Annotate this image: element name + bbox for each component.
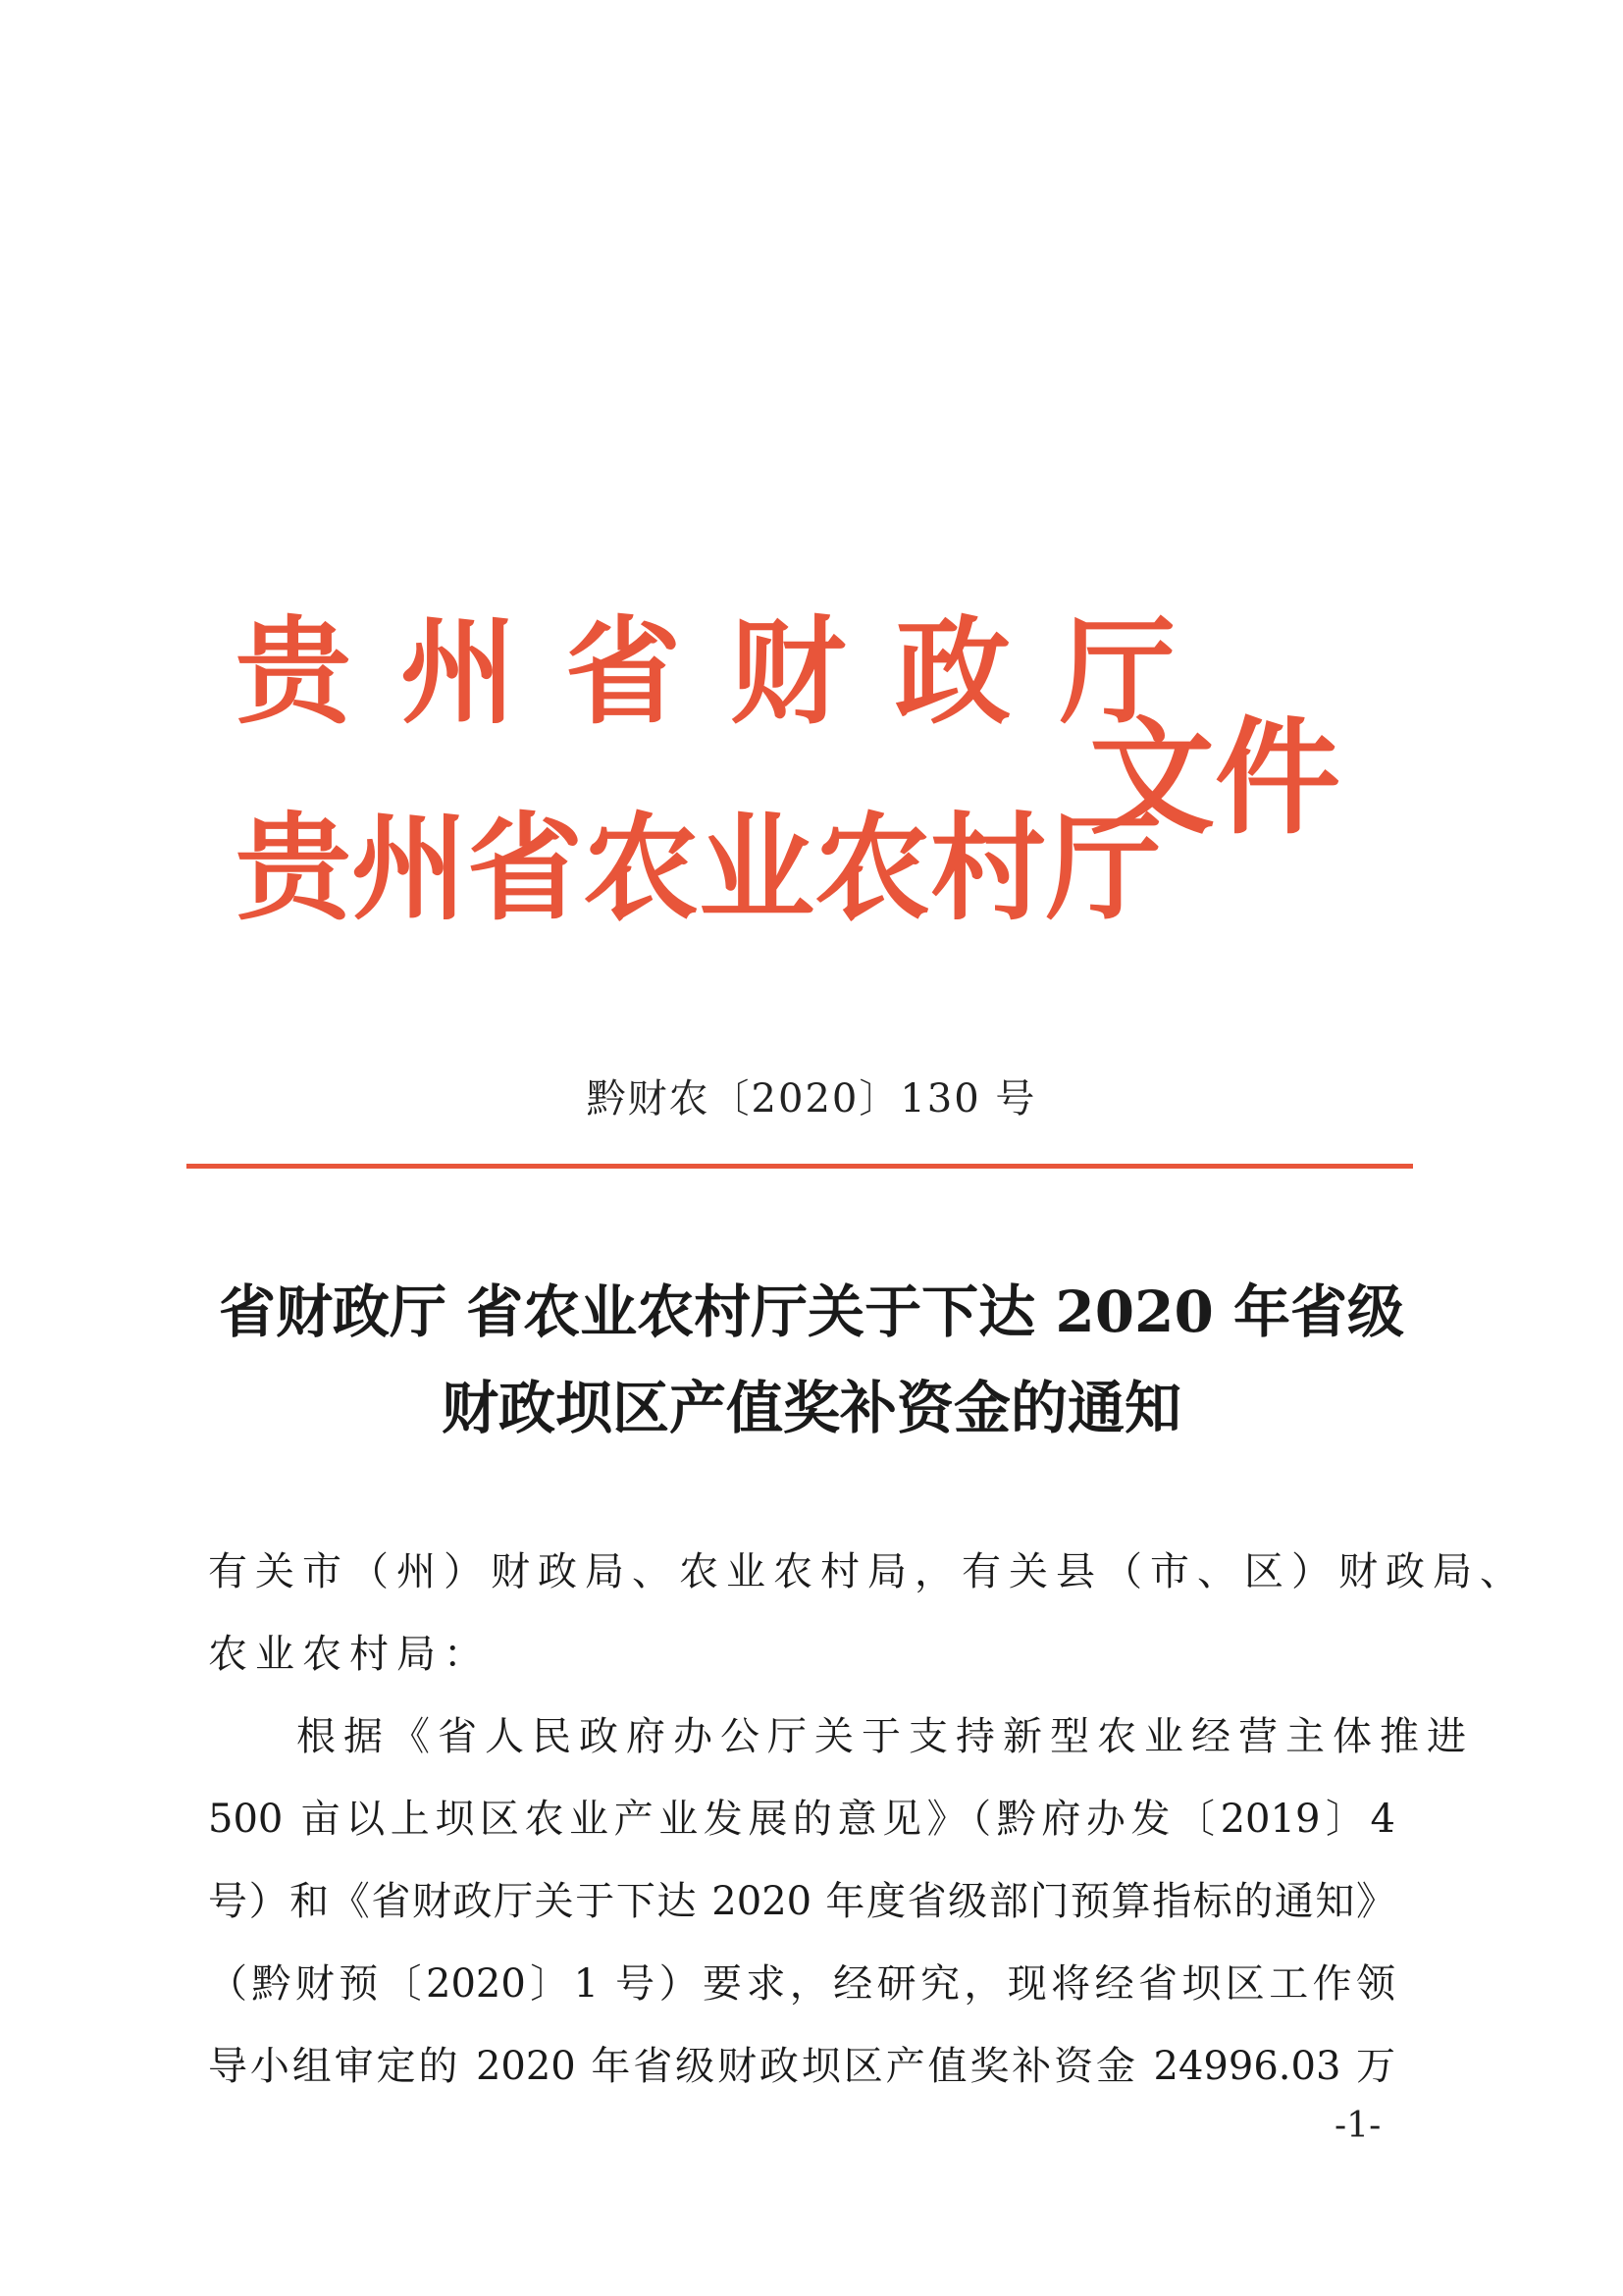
- addressee-line-1: 有关市（州）财政局、农业农村局，有关县（市、区）财政局、: [208, 1549, 1527, 1594]
- page-number: -1-: [1335, 2106, 1382, 2146]
- body-paragraph-line: 导小组审定的 2020 年省级财政坝区产值奖补资金 24996.03 万: [208, 2044, 1395, 2089]
- body-paragraph-line: 号）和《省财政厅关于下达 2020 年度省级部门预算指标的通知》: [208, 1879, 1395, 1924]
- body-paragraph-line: （黔财预〔2020〕1 号）要求，经研究，现将经省坝区工作领: [208, 1961, 1395, 2007]
- document-title-line-2: 财政坝区产值奖补资金的通知: [441, 1375, 1181, 1441]
- issuer-name-agriculture: 贵州省农业农村厅: [236, 800, 1163, 936]
- document-number: 黔财农〔2020〕130 号: [586, 1076, 1037, 1122]
- body-paragraph-line: 根据《省人民政府办公厅关于支持新型农业经营主体推进: [296, 1714, 1474, 1759]
- red-divider-line: [186, 1164, 1413, 1169]
- body-paragraph-line: 500 亩以上坝区农业产业发展的意见》（黔府办发〔2019〕4: [208, 1797, 1395, 1842]
- document-title-line-1: 省财政厅 省农业农村厅关于下达 2020 年省级: [218, 1278, 1404, 1345]
- issuer-name-finance: 贵州省财政厅: [236, 603, 1226, 740]
- addressee-line-2: 农业农村局：: [208, 1632, 491, 1677]
- document-type-label: 文件: [1089, 704, 1341, 852]
